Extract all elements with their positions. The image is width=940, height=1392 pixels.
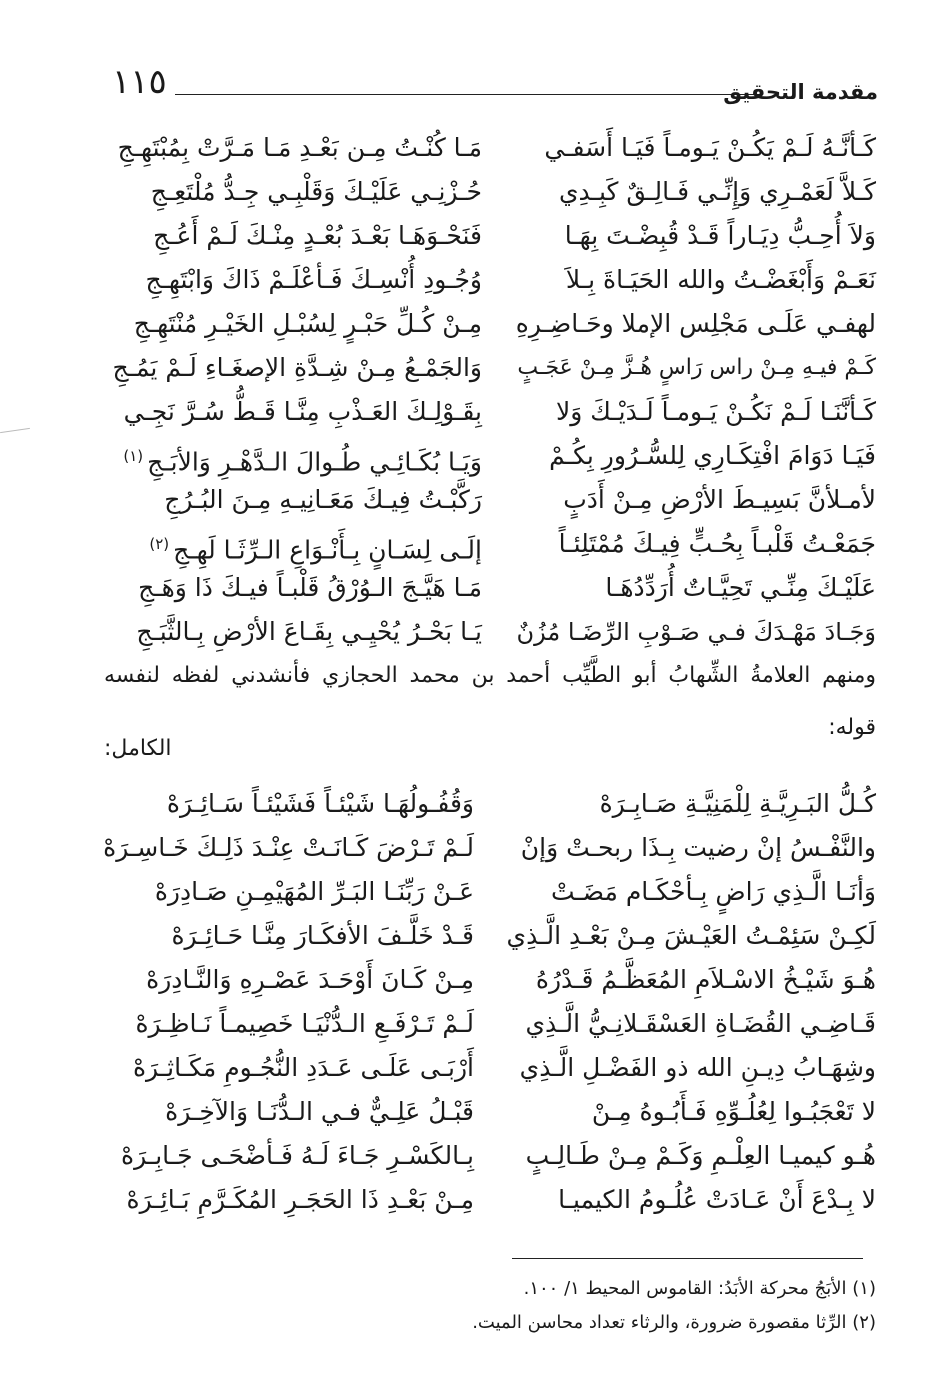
poem1-left-line-with-footnote [123, 436, 482, 476]
poem2-left-line: مِـنْ بَعْـدِ ذَا الحَجَـرِ المُكَـرَّمِ بَـائِـرَهْ [126, 1185, 474, 1214]
prose-paragraph: ومنهم العلامةُ الشِّهابُ أبو الطَّيِّب أحمد بن محمد الحجازي فأنشدني لفظه لنفسه قوله: [104, 663, 876, 740]
poem1-right-line: كَـأنَّـهُ لَـمْ يَكُـنْ يَـومـاً فَيَـا أَسَفـي [544, 133, 876, 162]
poem2-right-line: كُـلُّ البَـرِيَّـةِ لِلْمَنِيَّـةِ صَـابِـرَهْ [599, 789, 876, 818]
poem1-right-line: عَلَيْـكَ مِنِّـي تَحِيَّـاتٌ أُرَدِّدُهَـا [605, 573, 876, 602]
poem2-left-line: مِـنْ كَـانَ أَوْحَـدَ عَصْـرِهِ وَالنَّـادِرَهْ [146, 965, 474, 994]
poem2-right-line: لا تَعْجَبُـوا لِعُلُـوِّهِ فَـأَبُـوهُ مِـنْ [591, 1097, 876, 1126]
poem1-right-line: كَـأنَّنَـا لَـمْ نَكُـنْ يَـومـاً لَـدَيْـكَ وَلا [556, 397, 876, 426]
footnote-1: (١) الأبَجُ محركة الأبَدُ: القاموس المحيط ١/ ١٠٠. [523, 1278, 876, 1299]
page-number: ١١٥ [112, 62, 167, 102]
poem1-left-line: بِقَـوْلِـكَ العَـذْبِ مِنَّـا قَـطُّ سُـرَّ نَجِـي [123, 397, 482, 426]
header-rule [175, 94, 760, 95]
poem2-left-line: عَـنْ رَبِّنَـا البَـرِّ المُهَيْمِـنِ صَـادِرَهْ [154, 877, 474, 906]
poem1-right-line: كَـمْ فيـهِ مِـنْ راس رَاسٍ هُـزَّ مِـنْ عَجَـبٍ [517, 355, 876, 380]
poem1-left-line: مَـا هَيَّـجَ الـوُرْقُ قَلْبـاً فيـكَ ذَا وَهَـجِ [138, 573, 482, 602]
poem2-right-line: وَأنَـا الَّـذِي رَاضٍ بِـأحْكَـام مَضَـتْ [550, 877, 876, 906]
section-title: مقدمة التحقيق [723, 80, 878, 104]
footnote-rule [512, 1258, 863, 1259]
footnote-mark-1: (١) [123, 447, 144, 465]
poem2-left-line: بِـالكَسْـرِ جَـاءَ لَـهُ فَـأضْحَـى جَـابِـرَهْ [120, 1141, 474, 1170]
poem1-left-line: يَـا بَحْـرُ يُحْيِـي بِقَـاعَ الأرْضِ بِـالثَّبَـجِ [136, 617, 482, 646]
poem2-left-line: لَـمْ تَـرْفَـعِ الـدُّنْيَـا خَصِيمـاً نَـاظِـرَهْ [135, 1009, 474, 1038]
poem2-right-line: لَكِـنْ سَئِمْـتُ العَيْـشَ مِـنْ بَعْـدِ الَّـذِي [506, 921, 876, 950]
poem1-left-line: مِـنْ كُـلِّ حَبْـرٍ لِسُبْـلِ الخَيْـرِ مُنْتَهِـجِ [133, 309, 482, 338]
poem1-right-line: وَجَـادَ مَهْـدَكَ فـي صَـوْبِ الرِّضَـا مُزُنٌ [516, 618, 876, 646]
poem2-left-line: قَـدْ خَلَّـفَ الأفكَـارَ مِنَّـا حَـائِـرَهْ [171, 921, 474, 950]
poem2-right-line: وشِهَـابُ دِيـنِ الله ذو الفَضْـلِ الَّـذِي [519, 1053, 876, 1082]
poem1-left-line-with-footnote [149, 524, 482, 564]
poem1-left-line: حُـزْنِـي عَلَيْـكَ وَقَلْبِـي جِـدُّ مُلْتَعِـجِ [150, 177, 482, 206]
poem1-right-line: كَـلاَّ لَعَمْـرِي وَإِنِّـي فَـالِـقٌ كَبِـدِي [558, 177, 876, 206]
poem2-left-line: وَقُفُـولُهَـا شَيْئـاً فَشَيْئـاً سَـائِـرَهْ [166, 789, 474, 818]
poem2-right-line: هُـو كيميـا العِلْـمِ وَكَـمْ مِـنْ طَـالِـبٍ [525, 1141, 876, 1170]
poem1-right-line: لهفـي عَلَـى مَجْلِس الإملا وحَـاضِـرِهِ [515, 309, 876, 338]
footnote-2: (٢) الرِّثا مقصورة ضرورة، والرثاء تعداد محاسن الميت. [472, 1312, 876, 1333]
poem2-right-line: قَـاضِـي القُضَـاةِ العَسْقَـلانِـيُّ الَّـذِي [525, 1009, 876, 1038]
poem1-left-line: وُجُـودِ أُنْسِـكَ فَـأعْلَـمْ ذَاكَ وَابْتَهِـجِ [145, 265, 482, 294]
poem1-right-line: وَلاَ أُحِـبُّ دِيَـاراً قَـدْ قُبِضْـتَ بِهَـا [564, 221, 876, 250]
poem2-right-line: والنَّفْـسُ إنْ رضيت بِـذَا ربحـتْ وَإنْ [520, 833, 876, 862]
poem2-left-line: قَبْـلُ عَلِـيٌّ فـي الـدُّنَـا وَالآخِـرَهْ [165, 1097, 474, 1126]
poem1-right-line: لأمـلأنَّ بَسِيـطَ الأرْضِ مِـنْ أَدَبٍ [563, 485, 876, 514]
poem1-left-line: رَكَّبْـتُ فِيـكَ مَعَـانِيـهِ مِـنَ البُـرُجِ [164, 485, 482, 514]
poem2-left-line: أَرْبَـى عَلَـى عَـدَدِ النُّجُـومِ مَكَـاثِـرَهْ [132, 1053, 474, 1082]
footnotes [96, 1272, 876, 1340]
scan-artifact-line [0, 428, 30, 433]
meter-label: الكامل: [104, 736, 172, 761]
poem2-right-line: لا بِـدْعَ أَنْ عَـادَتْ عُلُـومُ الكيميـا [558, 1185, 876, 1214]
footnote-mark-2: (٢) [149, 535, 170, 553]
poem1-left-line: فَنَحْـوَهَـا بَعْـدَ بُعْـدٍ مِنْـكَ لَـمْ أَعُـجِ [153, 221, 482, 250]
poem1-left-line: مَـا كُنْـتُ مِـن بَعْـدِ مَـا مَـرَّتْ بِمُبْتَهِـجِ [117, 133, 482, 162]
poem1-right-line: فَيَـا دَوَامَ افْتِكَـارِي لِلسُّـرُورِ بِكُـمْ [549, 441, 876, 470]
poem1-right-line: جَمَعْـتُ قَلْبـاً بِحُـبٍّ فِيـكَ مُمْتَلِئـاً [558, 529, 876, 558]
poem1-right-line: نَعَـمْ وَأَبْغَضْـتُ والله الحَيَـاةَ بِـلاَ [565, 265, 876, 294]
poem2-left-line: لَـمْ تَـرْضَ كَـانَـتْ عِنْـدَ ذَلِـكَ خَـاسِـرَهْ [103, 833, 474, 862]
poem2-right-line: هُـوَ شَيْـخُ الاسْـلاَمِ المُعَظَّـمُ قَـدْرُهُ [535, 965, 876, 994]
poem1-left-line-text: وَيَـا بُكَـائِـي طُـوالَ الـدَّهْـرِ وَالأبَـجِ [147, 447, 482, 477]
poem1-left-line: وَالجَمْـعُ مِـنْ شِـدَّةِ الإصغَـاءِ لَـمْ يَمُـجِ [112, 353, 482, 382]
poem1-left-line-text: إلَـى لِسَـانٍ بِـأَنْـوَاعِ الـرِّثَـا لَهِـجِ [173, 535, 482, 565]
